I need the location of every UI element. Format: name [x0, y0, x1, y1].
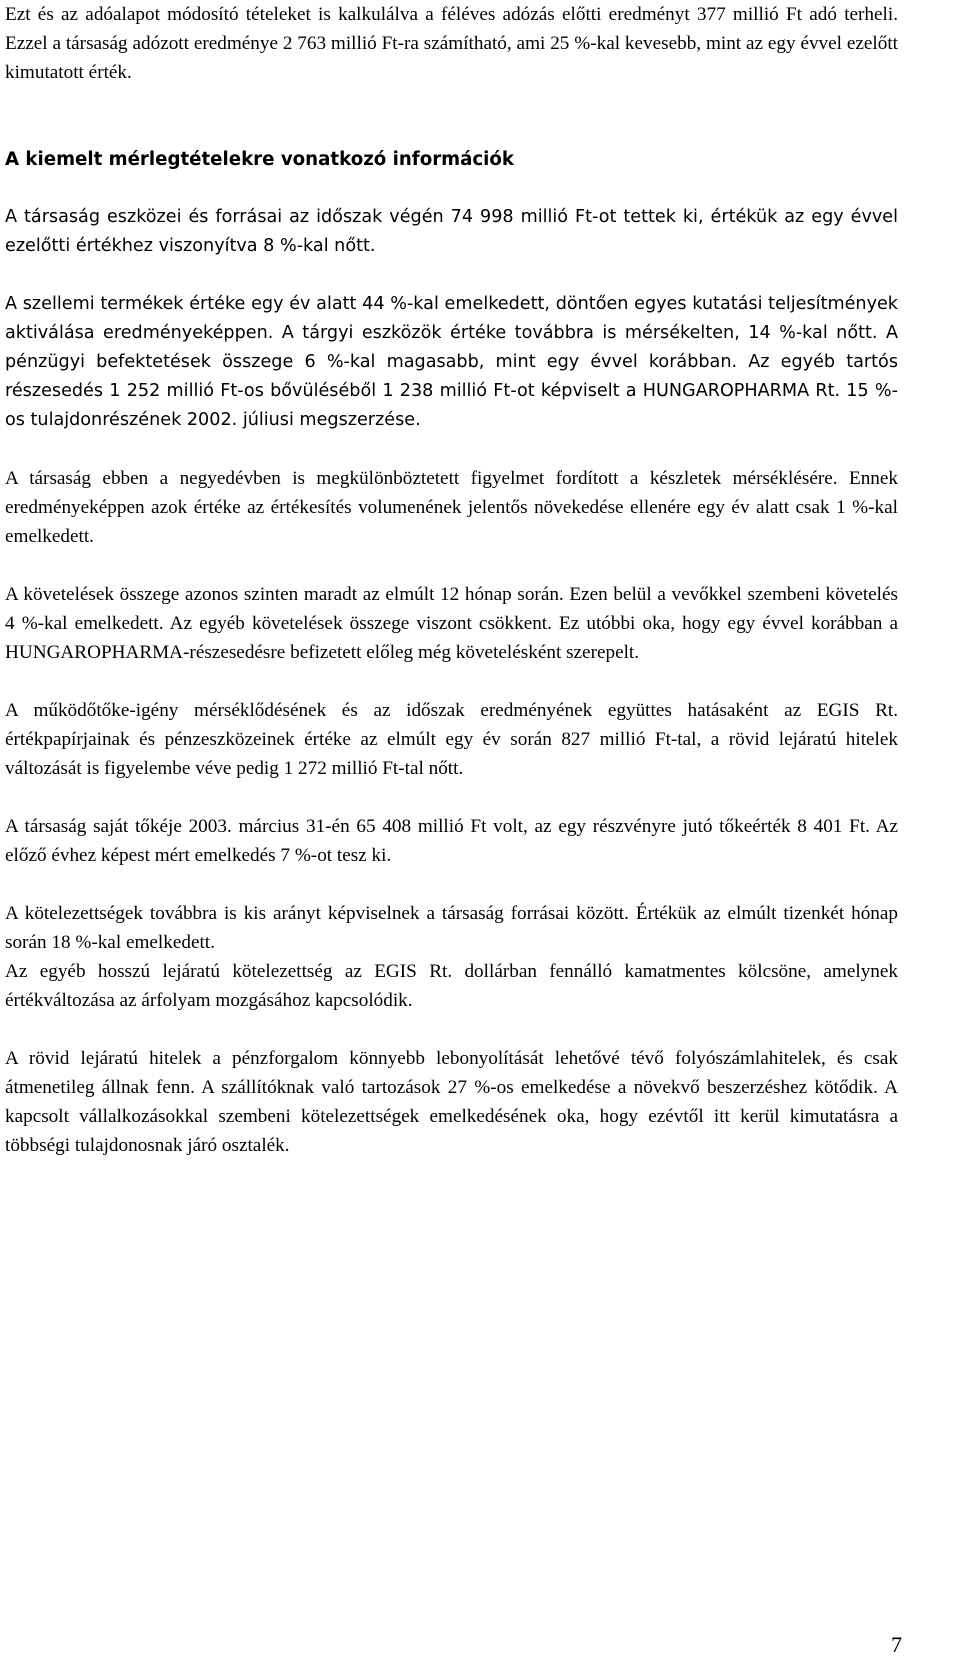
- paragraph-long-term-liabilities: Az egyéb hosszú lejáratú kötelezettség az EGIS Rt. dollárban fennálló kamatmentes kölcsöne, amelynek értékváltozása az árfolyam mozgásához kapcsolódik.: [5, 961, 898, 1011]
- paragraph-intangible-assets: A szellemi termékek értéke egy év alatt 44 %-kal emelkedett, döntően egyes kutatási teljesítmények aktiválása eredményeképpen. A tárgyi eszközök értéke továbbra is mérsékelten, 14 %-kal nőtt. A pénzügyi befektetések összege 6 %-kal magasabb, mint egy évvel korábban. Az egyéb tartós részesedés 1 252 millió Ft-os bővüléséből 1 238 millió Ft-ot képviselt a HUNGAROPHARMA Rt. 15 %-os tulajdonrészének 2002. júliusi megszerzése.: [5, 294, 898, 430]
- paragraph-working-capital: A működőtőke-igény mérséklődésének és az időszak eredményének együttes hatásaként az EGIS Rt. értékpapírjainak és pénzeszközeinek értéke az elmúlt egy év során 827 millió Ft-tal, a rövid lejáratú hitelek változását is figyelembe véve pedig 1 272 millió Ft-tal nőtt.: [5, 700, 898, 779]
- paragraph-total-assets: A társaság eszközei és forrásai az időszak végén 74 998 millió Ft-ot tettek ki, értékük az egy évvel ezelőtti értékhez viszonyítva 8 %-kal nőtt.: [5, 207, 898, 256]
- section-heading: A kiemelt mérlegtételekre vonatkozó információk: [5, 149, 514, 170]
- intro-paragraph: Ezt és az adóalapot módosító tételeket is kalkulálva a féléves adózás előtti eredményt 377 millió Ft adó terheli. Ezzel a társaság adózott eredménye 2 763 millió Ft-ra számítható, ami 25 %-kal kevesebb, mint az egy évvel ezelőtt kimutatott érték.: [5, 4, 898, 83]
- document-page: [5, 0, 898, 1160]
- paragraph-equity: A társaság saját tőkéje 2003. március 31-én 65 408 millió Ft volt, az egy részvényre jutó tőkeérték 8 401 Ft. Az előző évhez képest mért emelkedés 7 %-ot tesz ki.: [5, 816, 898, 866]
- paragraph-receivables: A követelések összege azonos szinten maradt az elmúlt 12 hónap során. Ezen belül a vevőkkel szembeni követelés 4 %-kal emelkedett. Az egyéb követelések összege viszont csökkent. Ez utóbbi oka, hogy egy évvel korábban a HUNGAROPHARMA-részesedésre befizetett előleg még követelésként szerepelt.: [5, 584, 898, 663]
- paragraph-inventories: A társaság ebben a negyedévben is megkülönböztetett figyelmet fordított a készletek mérséklésére. Ennek eredményeképpen azok értéke az értékesítés volumenének jelentős növekedése ellenére egy év alatt csak 1 %-kal emelkedett.: [5, 468, 898, 547]
- paragraph-short-term-loans: A rövid lejáratú hitelek a pénzforgalom könnyebb lebonyolítását lehetővé tévő folyószámlahitelek, és csak átmenetileg állnak fenn. A szállítóknak való tartozások 27 %-os emelkedése a növekvő beszerzéshez kötődik. A kapcsolt vállalkozásokkal szembeni kötelezettségek emelkedésének oka, hogy ezévtől itt kerül kimutatásra a többségi tulajdonosnak járó osztalék.: [5, 1048, 898, 1156]
- page-number: 7: [891, 1632, 902, 1657]
- paragraph-liabilities: A kötelezettségek továbbra is kis arányt képviselnek a társaság forrásai között. Értékük az elmúlt tizenkét hónap során 18 %-kal emelkedett.: [5, 903, 898, 953]
